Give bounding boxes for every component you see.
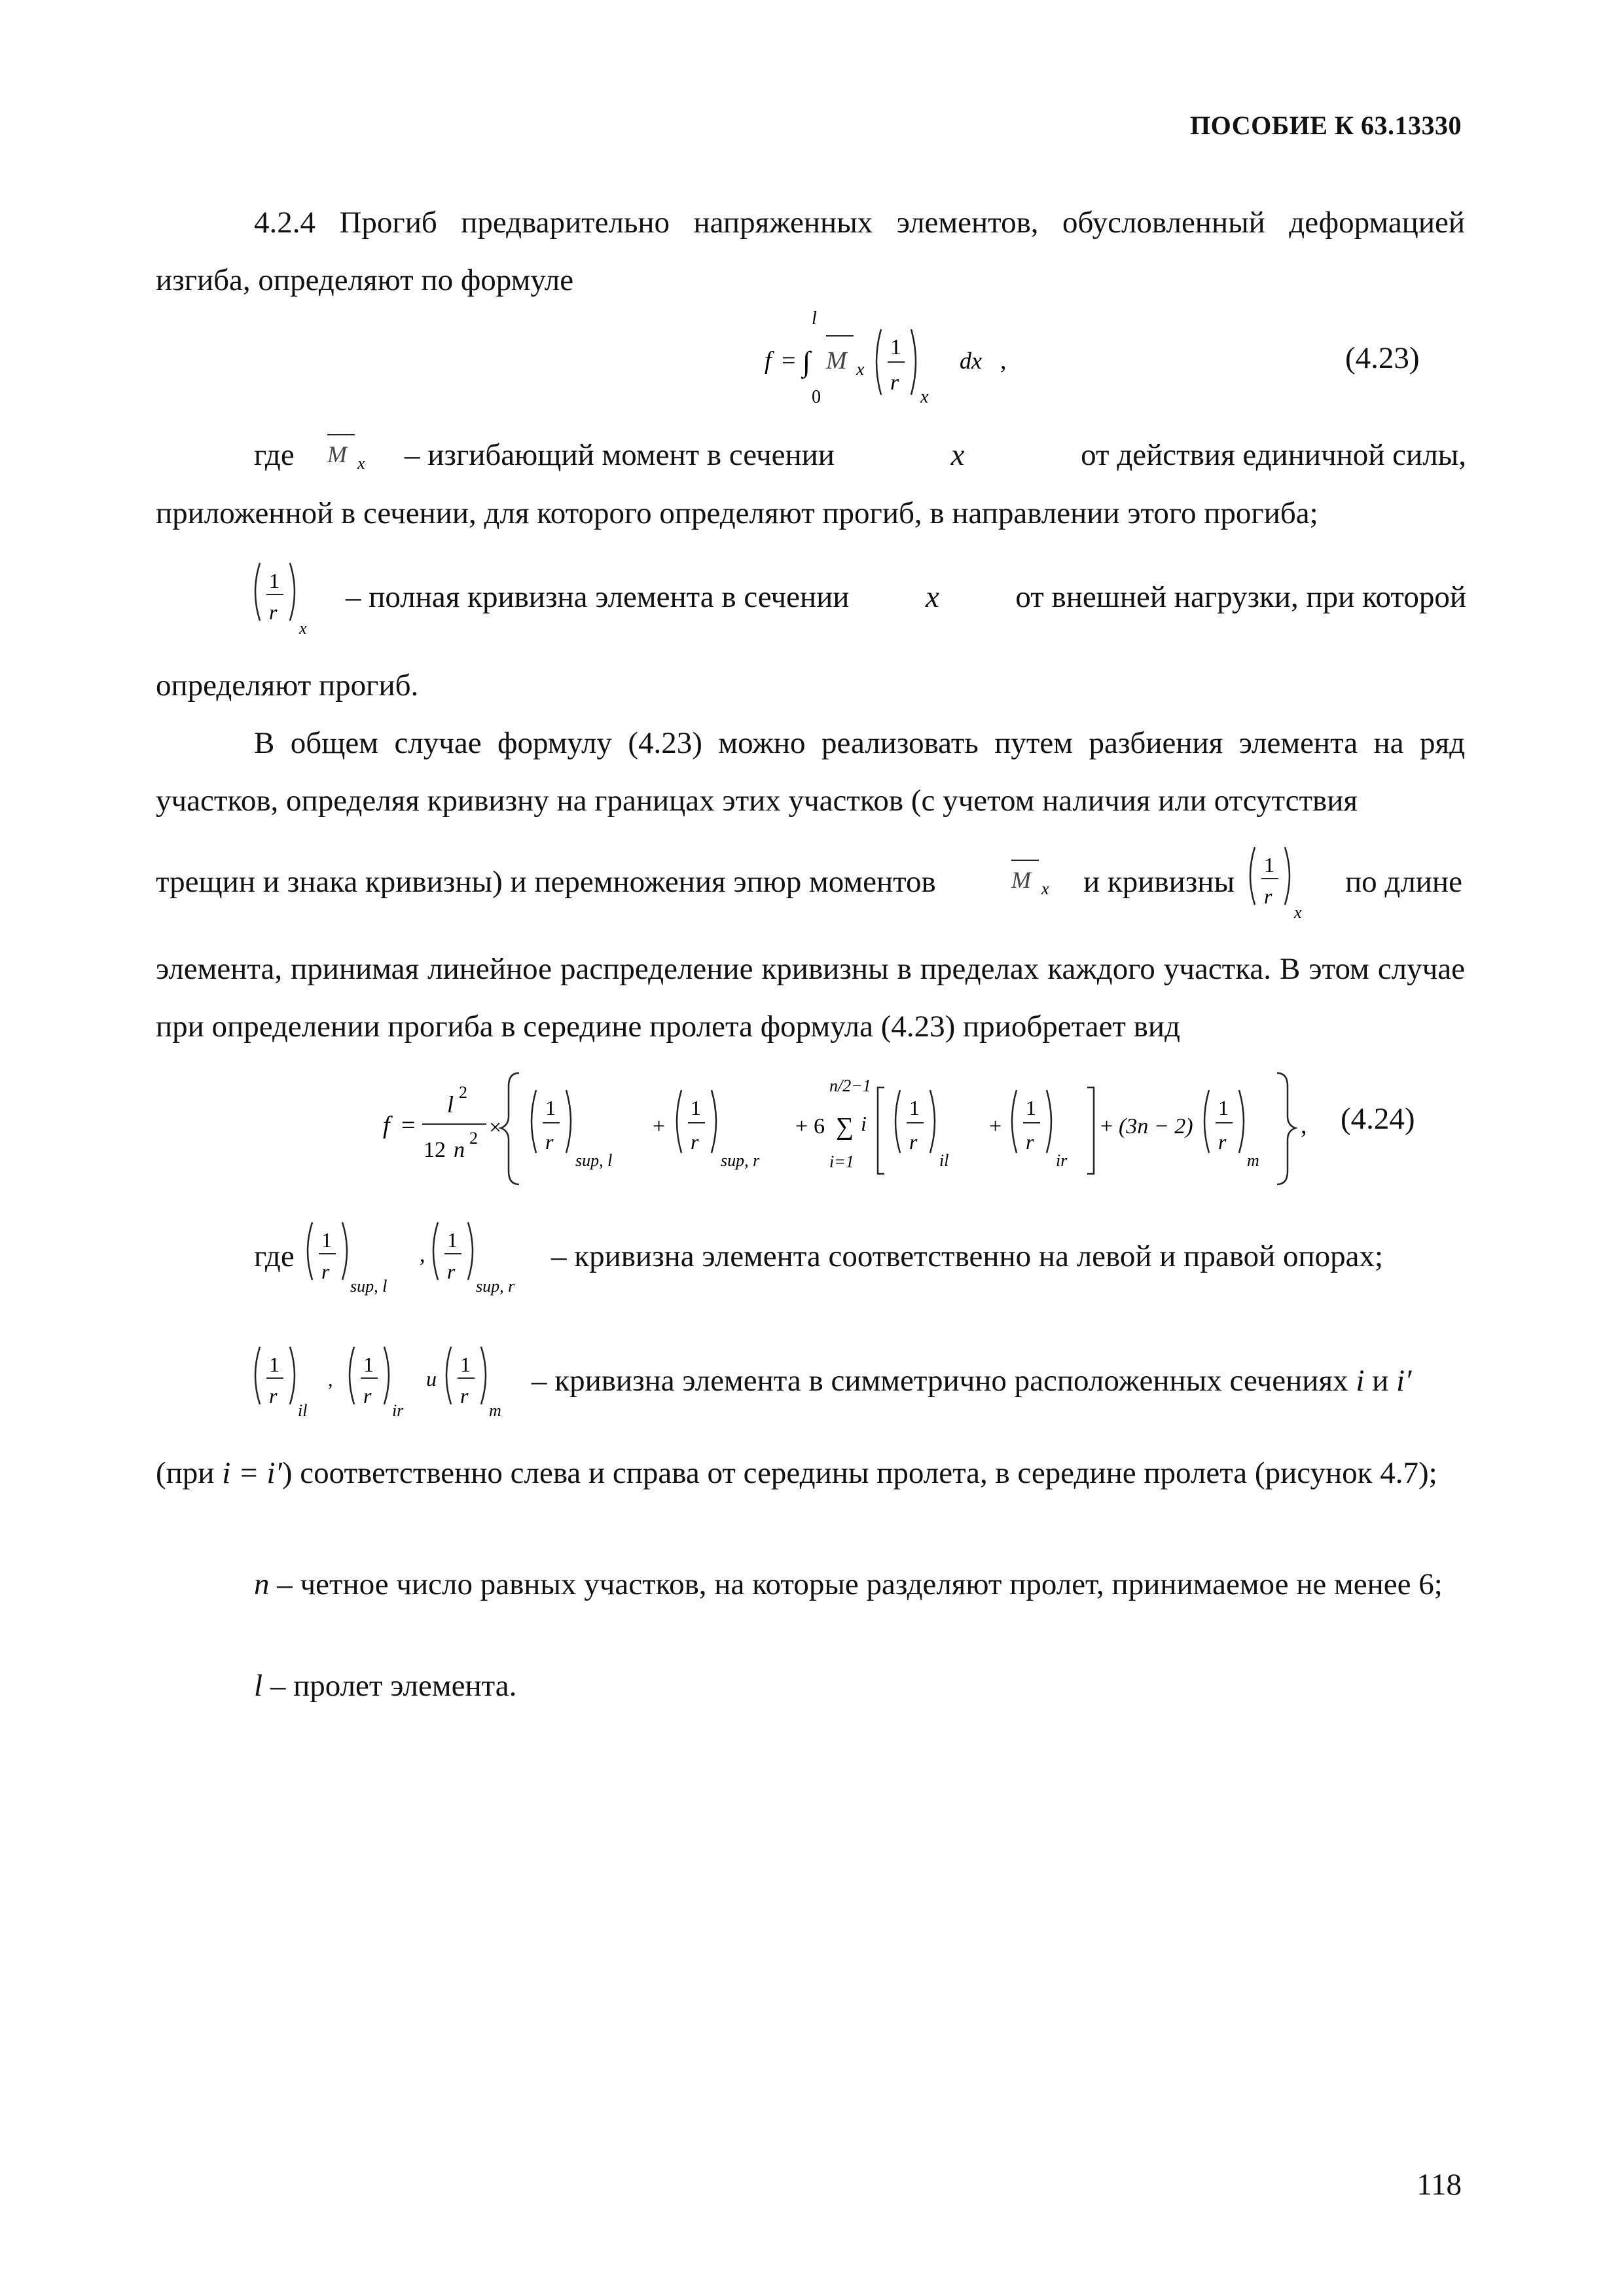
right-paren xyxy=(290,1347,295,1404)
right-paren xyxy=(712,1090,716,1153)
and-word: и xyxy=(1372,1364,1389,1398)
equals-sign: = xyxy=(401,1112,416,1139)
right-paren xyxy=(342,1222,347,1280)
left-paren xyxy=(677,1090,681,1153)
fraction-denominator: r xyxy=(363,1384,372,1408)
sections-pre: (при xyxy=(156,1456,215,1490)
left-paren xyxy=(446,1347,451,1404)
inline-curvature-x-2 xyxy=(1240,839,1332,924)
right-bracket xyxy=(1087,1087,1094,1174)
fraction-numerator: 1 xyxy=(909,1096,920,1120)
right-paren xyxy=(384,1347,389,1404)
term-ir xyxy=(1012,1090,1068,1170)
fraction-numerator: 1 xyxy=(269,569,280,592)
integral-sign: ∫ xyxy=(803,346,811,378)
i-symbol: i xyxy=(861,1112,867,1135)
fraction-denominator: r xyxy=(447,1260,456,1283)
n-exponent: 2 xyxy=(469,1129,478,1148)
general-line-3c: по длине xyxy=(1345,865,1462,899)
i-prime-variable: i′ xyxy=(1396,1364,1412,1398)
sum-sign: ∑ xyxy=(836,1113,854,1140)
fraction-numerator: 1 xyxy=(447,1228,458,1252)
left-paren xyxy=(255,1347,260,1404)
subscript-ir: ir xyxy=(1056,1151,1068,1170)
integral-lower-limit: 0 xyxy=(812,387,821,407)
left-paren xyxy=(1012,1090,1017,1153)
right-paren xyxy=(930,1090,935,1153)
mx-text-a: – изгибающий момент в сечении xyxy=(405,438,835,472)
sections-post: ) соответственно слева и справа от середины пролета, в середине пролета (рисунок 4.7); xyxy=(281,1456,1437,1490)
mx-definition-line-2: приложенной в сечении, для которого определяют прогиб, в направлении этого прогиба; xyxy=(156,496,1318,530)
dx-symbol: dx xyxy=(960,348,982,374)
fraction-numerator: 1 xyxy=(460,1353,471,1376)
m-symbol: M xyxy=(1011,867,1031,893)
general-paragraph-cont: элемента, принимая линейное распределение кривизны в пределах каждого участка. В этом случае при определении прогиба в середине пролета формула (4.23) приобретает вид xyxy=(156,952,1465,1044)
fraction-denominator: r xyxy=(890,371,899,395)
n-symbol: n xyxy=(454,1138,465,1162)
integral-upper-limit: l xyxy=(812,308,817,329)
subscript-il: il xyxy=(939,1151,949,1170)
u-conjunction: u xyxy=(426,1367,437,1391)
trailing-comma: , xyxy=(1000,347,1007,374)
l-exponent: 2 xyxy=(459,1083,467,1102)
six: 6 xyxy=(814,1114,825,1139)
right-brace xyxy=(1277,1073,1295,1184)
sections-definition-line xyxy=(532,1363,1411,1398)
where-label-1: где xyxy=(254,438,295,472)
f-symbol: f xyxy=(765,347,772,374)
fraction-numerator: 1 xyxy=(691,1096,701,1120)
formula-4-24 xyxy=(376,1064,1319,1195)
page-number: 118 xyxy=(1416,2168,1462,2202)
curv-text-a: – полная кривизна элемента в сечении xyxy=(346,580,850,614)
left-brace xyxy=(501,1073,519,1184)
m-subscript-x: x xyxy=(1041,879,1049,898)
curvature-definition-line xyxy=(346,579,1466,615)
left-bracket xyxy=(878,1087,884,1174)
m-subscript-x: x xyxy=(856,359,865,380)
fraction-denominator: r xyxy=(545,1130,554,1154)
fraction-numerator: 1 xyxy=(269,1353,280,1376)
term-il xyxy=(895,1090,948,1170)
subscript-sup-r: sup, r xyxy=(476,1277,515,1296)
fraction-denominator: r xyxy=(1218,1130,1227,1154)
equation-number-4-23: (4.23) xyxy=(1345,341,1420,375)
n-text: – четное число равных участков, на которые разделяют пролет, принимаемое не менее 6; xyxy=(277,1567,1443,1601)
fraction-denominator: r xyxy=(460,1384,469,1408)
comma: , xyxy=(420,1243,425,1267)
general-line-3b: и кривизны xyxy=(1083,865,1235,899)
l-symbol: l xyxy=(447,1091,454,1118)
supports-definition: – кривизна элемента соответственно на левой и правой опорах; xyxy=(551,1239,1384,1273)
left-paren xyxy=(532,1090,536,1153)
right-paren xyxy=(468,1222,473,1280)
times-sign: × xyxy=(489,1116,502,1140)
fraction-denominator: r xyxy=(269,600,278,624)
comma: , xyxy=(328,1369,333,1391)
subscript-sup-l: sup, l xyxy=(575,1151,613,1170)
i-equals-i-prime: i = i′ xyxy=(222,1456,282,1490)
sections-text-a: – кривизна элемента в симметрично расположенных сечениях xyxy=(532,1364,1348,1398)
fraction-numerator: 1 xyxy=(321,1228,332,1252)
inline-mx-2 xyxy=(1005,851,1077,903)
plus-sign: + xyxy=(1100,1114,1113,1139)
paren-subscript-x: x xyxy=(299,619,307,638)
left-paren xyxy=(1250,847,1255,905)
inline-curvature-x xyxy=(245,555,337,640)
right-paren xyxy=(911,329,916,395)
fraction-denominator: r xyxy=(909,1130,918,1154)
f-symbol: f xyxy=(383,1112,390,1139)
right-paren xyxy=(1047,1090,1051,1153)
l-definition xyxy=(254,1668,516,1704)
left-paren xyxy=(1204,1090,1209,1153)
curv-text-b: от внешней нагрузки, при которой xyxy=(1015,580,1466,614)
term-sup-l xyxy=(532,1090,612,1170)
m-symbol: M xyxy=(826,347,847,374)
equals-sign: = xyxy=(782,347,796,374)
fraction-denominator: r xyxy=(321,1260,330,1283)
right-paren xyxy=(1285,847,1290,905)
fraction-numerator: 1 xyxy=(890,335,901,359)
right-paren xyxy=(566,1090,571,1153)
m-subscript-x: x xyxy=(357,454,365,473)
fraction-numerator: 1 xyxy=(545,1096,556,1120)
mx-definition-line xyxy=(405,437,1466,473)
mx-text-b: от действия единичной силы, xyxy=(1081,438,1466,472)
left-paren xyxy=(876,329,881,395)
n-variable: n xyxy=(254,1567,270,1601)
left-paren xyxy=(350,1347,354,1404)
where-label-2: где xyxy=(254,1239,295,1273)
left-paren xyxy=(308,1222,312,1280)
subscript-sup-r: sup, r xyxy=(721,1151,760,1170)
left-paren xyxy=(895,1090,900,1153)
plus-sign: + xyxy=(795,1114,808,1139)
plus-sign: + xyxy=(653,1114,666,1139)
document-header: ПОСОБИЕ К 63.13330 xyxy=(1190,111,1462,140)
n-definition xyxy=(156,1556,1465,1613)
section-4-2-4-intro: 4.2.4 Прогиб предварительно напряженных элементов, обусловленный деформацией изгиба, определяют по формуле xyxy=(156,206,1465,297)
paren-subscript-x: x xyxy=(920,387,929,407)
sections-definition-cont xyxy=(156,1444,1465,1502)
formula-4-23 xyxy=(759,298,1034,416)
subscript-ir: ir xyxy=(392,1401,404,1420)
fraction-denominator: r xyxy=(691,1130,699,1154)
general-case-paragraph: В общем случае формулу (4.23) можно реализовать путем разбиения элемента на ряд участков, определяя кривизну на границах этих участков (с учетом наличия или отсутствия xyxy=(156,726,1465,818)
equation-number-4-24: (4.24) xyxy=(1341,1102,1415,1136)
fraction-denominator: r xyxy=(1026,1130,1034,1154)
fraction-numerator: 1 xyxy=(1026,1096,1036,1120)
paren-subscript-x: x xyxy=(1294,903,1302,922)
coefficient-3n-2: (3n − 2) xyxy=(1119,1114,1193,1139)
inline-sup-terms xyxy=(298,1214,560,1300)
subscript-m: m xyxy=(489,1401,501,1420)
x-variable: x xyxy=(925,580,939,614)
fraction-denominator: r xyxy=(1264,884,1272,908)
inline-mx-1 xyxy=(321,426,393,478)
right-paren xyxy=(1239,1090,1244,1153)
i-variable: i xyxy=(1356,1364,1365,1398)
term-sup-r xyxy=(677,1090,760,1170)
l-variable: l xyxy=(254,1669,263,1703)
inline-section-terms xyxy=(245,1339,520,1424)
sum-upper-limit: n/2−1 xyxy=(829,1076,871,1095)
subscript-m: m xyxy=(1247,1151,1259,1170)
fraction-numerator: 1 xyxy=(1218,1096,1229,1120)
sum-lower-limit: i=1 xyxy=(829,1152,854,1171)
subscript-sup-l: sup, l xyxy=(350,1277,388,1296)
curvature-definition-line-2: определяют прогиб. xyxy=(156,668,419,702)
fraction-numerator: 1 xyxy=(363,1353,374,1376)
trailing-comma: , xyxy=(1301,1112,1307,1139)
right-paren xyxy=(290,563,295,621)
fraction-numerator: 1 xyxy=(1264,853,1274,877)
l-text: – пролет элемента. xyxy=(270,1669,517,1703)
twelve: 12 xyxy=(424,1138,446,1162)
m-symbol: M xyxy=(327,441,347,467)
x-variable: x xyxy=(950,438,965,472)
plus-sign: + xyxy=(989,1114,1002,1139)
left-paren xyxy=(433,1222,438,1280)
term-m xyxy=(1204,1090,1259,1170)
right-paren xyxy=(481,1347,486,1404)
subscript-il: il xyxy=(298,1401,308,1420)
general-line-3a: трещин и знака кривизны) и перемножения эпюр моментов xyxy=(156,865,936,899)
left-paren xyxy=(255,563,260,621)
fraction-denominator: r xyxy=(269,1384,278,1408)
